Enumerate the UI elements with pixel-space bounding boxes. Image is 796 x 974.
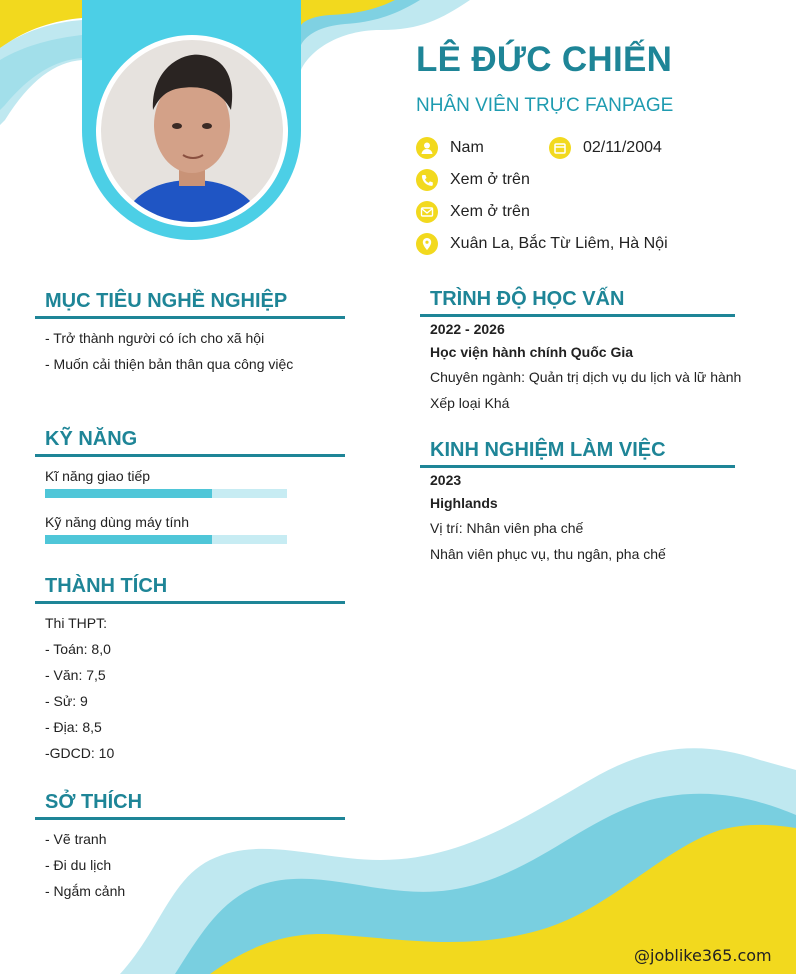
education-title: TRÌNH ĐỘ HỌC VẤN	[430, 288, 625, 310]
education-grade: Xếp loại Khá	[430, 395, 510, 411]
skill-label: Kĩ năng giao tiếp	[45, 468, 151, 484]
experience-company: Highlands	[430, 495, 498, 511]
skill-label: Kỹ năng dùng máy tính	[45, 514, 189, 530]
skill-bar	[45, 489, 287, 498]
skill-bar-fill	[45, 489, 212, 498]
hobby-line: - Ngắm cảnh	[45, 883, 126, 899]
gender-value: Nam	[450, 139, 484, 156]
objective-line: - Muốn cải thiện bản thân qua công việc	[45, 356, 294, 372]
mail-icon	[416, 201, 438, 223]
experience-year: 2023	[430, 472, 462, 488]
achievement-line: - Toán: 8,0	[45, 641, 111, 657]
experience-divider	[420, 465, 735, 468]
objective-line: - Trở thành người có ích cho xã hội	[45, 330, 265, 346]
hobbies-title: SỞ THÍCH	[45, 791, 143, 813]
job-title: NHÂN VIÊN TRỰC FANPAGE	[416, 95, 674, 116]
experience-duties: Nhân viên phục vụ, thu ngân, pha chế	[430, 546, 666, 562]
birthday-value: 02/11/2004	[583, 139, 662, 156]
skill-bar	[45, 535, 287, 544]
objective-title: MỤC TIÊU NGHỀ NGHIỆP	[45, 290, 288, 312]
experience-title: KINH NGHIỆM LÀM VIỆC	[430, 439, 666, 461]
skill-bar-fill	[45, 535, 212, 544]
achievement-line: - Văn: 7,5	[45, 667, 106, 683]
education-school: Học viện hành chính Quốc Gia	[430, 344, 634, 360]
address-value: Xuân La, Bắc Từ Liêm, Hà Nội	[450, 235, 668, 252]
birthday-row	[549, 137, 662, 159]
objective-divider	[35, 316, 345, 319]
achievement-line: Thi THPT:	[45, 615, 107, 631]
achievement-line: -GDCD: 10	[45, 745, 115, 761]
achievements-title: THÀNH TÍCH	[45, 575, 168, 597]
phone-value: Xem ở trên	[450, 171, 530, 188]
person-icon	[416, 137, 438, 159]
email-row	[416, 201, 530, 223]
address-row	[416, 233, 668, 255]
avatar	[101, 40, 283, 222]
education-divider	[420, 314, 735, 317]
location-pin-icon	[416, 233, 438, 255]
experience-position: Vị trí: Nhân viên pha chế	[430, 520, 584, 536]
candidate-name: LÊ ĐỨC CHIẾN	[416, 40, 673, 79]
hobbies-divider	[35, 817, 345, 820]
phone-icon	[416, 169, 438, 191]
skills-title: KỸ NĂNG	[45, 428, 138, 450]
phone-row	[416, 169, 530, 191]
hobby-line: - Đi du lịch	[45, 857, 112, 873]
calendar-icon	[549, 137, 571, 159]
achievement-line: - Sử: 9	[45, 693, 88, 709]
hobby-line: - Vẽ tranh	[45, 831, 107, 847]
achievements-divider	[35, 601, 345, 604]
skills-divider	[35, 454, 345, 457]
education-period: 2022 - 2026	[430, 321, 505, 337]
site-credit: @joblike365.com	[634, 946, 772, 965]
email-value: Xem ở trên	[450, 203, 530, 220]
achievement-line: - Địa: 8,5	[45, 719, 102, 735]
education-major: Chuyên ngành: Quản trị dịch vụ du lịch và lữ hành	[430, 369, 742, 385]
gender-row	[416, 137, 484, 159]
